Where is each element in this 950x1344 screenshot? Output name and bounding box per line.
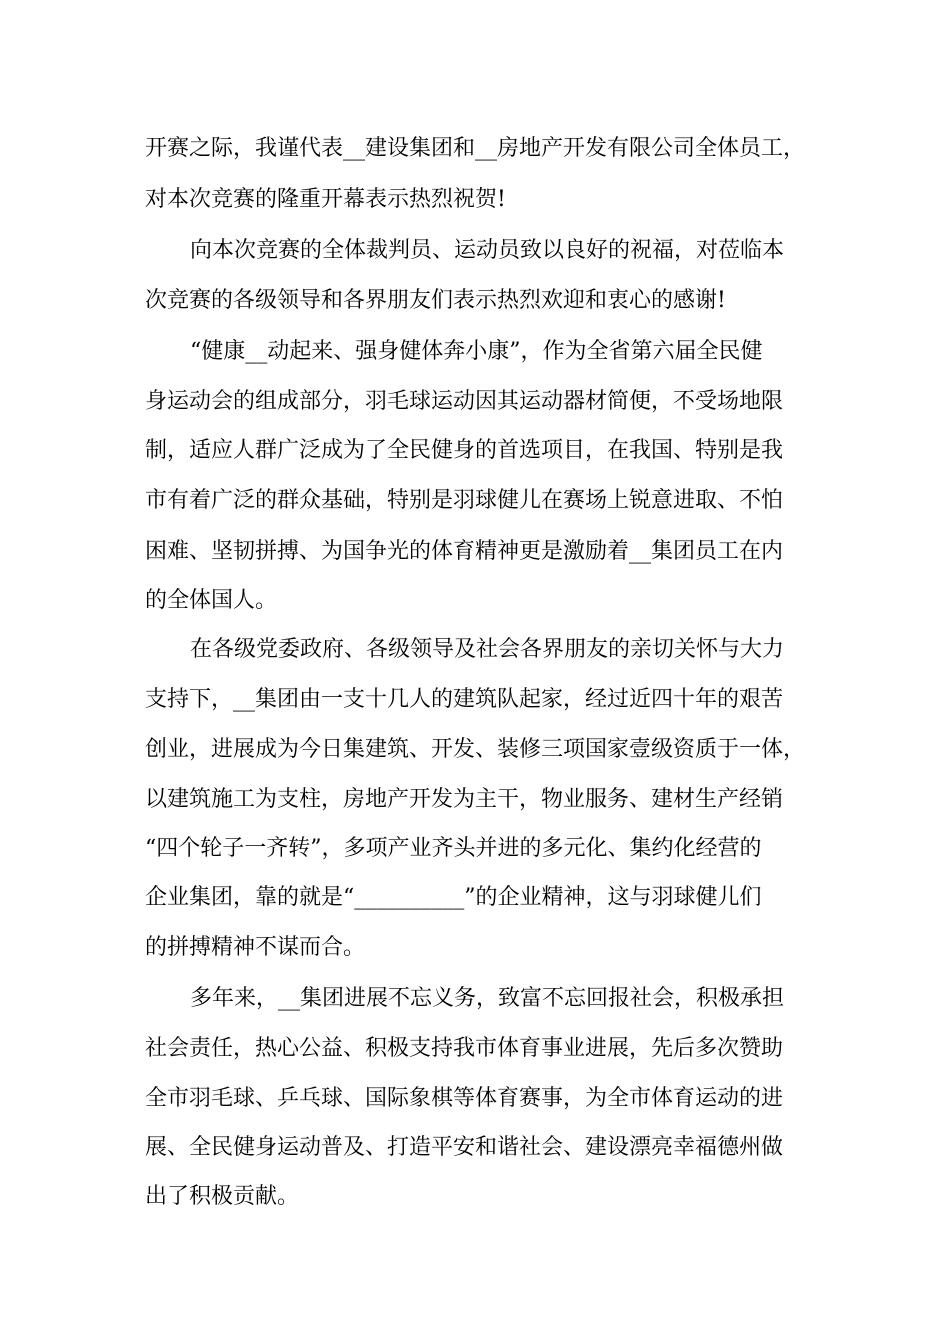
text-line: 市有着广泛的群众基础，特别是羽球健儿在赛场上锐意进取、不怕: [145, 488, 784, 513]
text-line: 对本次竞赛的隆重开幕表示热烈祝贺!: [145, 187, 506, 212]
text-line: 全市羽毛球、乒乓球、国际象棋等体育赛事，为全市体育运动的进: [145, 1086, 784, 1111]
text-line: 支持下，__集团由一支十几人的建筑队起家，经过近四十年的艰苦: [145, 687, 784, 712]
text-line: 制，适应人群广泛成为了全民健身的首选项目，在我国、特别是我: [145, 438, 784, 463]
text-line: 的全体国人。: [145, 588, 278, 613]
paragraph-first-line: 向本次竞赛的全体裁判员、运动员致以良好的祝福，对莅临本: [190, 238, 785, 263]
text-line: 社会责任，热心公益、积极支持我市体育事业进展，先后多次赞助: [145, 1036, 784, 1061]
text-line: 企业集团，靠的就是“__________”的企业精神，这与羽球健儿们: [145, 885, 762, 910]
text-line: 出了积极贡献。: [145, 1184, 300, 1209]
paragraph-first-line: “健康__动起来、强身健体奔小康”，作为全省第六届全民健: [190, 339, 763, 364]
text-line: 困难、坚韧拼搏、为国争光的体育精神更是激励着__集团员工在内: [145, 539, 784, 564]
paragraph-first-line: 多年来，__集团进展不忘义务，致富不忘回报社会，积极承担: [190, 986, 785, 1011]
paragraph-first-line: 在各级党委政府、各级领导及社会各界朋友的亲切关怀与大力: [190, 637, 785, 662]
text-line: 创业，进展成为今日集建筑、开发、装修三项国家壹级资质于一体，: [145, 737, 806, 762]
text-line: “四个轮子一齐转”，多项产业齐头并进的多元化、集约化经营的: [145, 836, 762, 861]
text-line: 的拼搏精神不谋而合。: [145, 935, 366, 960]
text-line: 以建筑施工为支柱，房地产开发为主干，物业服务、建材生产经销: [145, 787, 784, 812]
text-line: 次竞赛的各级领导和各界朋友们表示热烈欢迎和衷心的感谢!: [145, 288, 726, 313]
text-line: 身运动会的组成部分，羽毛球运动因其运动器材简便，不受场地限: [145, 389, 784, 414]
text-line: 开赛之际，我谨代表__建设集团和__房地产开发有限公司全体员工，: [145, 136, 806, 161]
text-line: 展、全民健身运动普及、打造平安和谐社会、建设漂亮幸福德州做: [145, 1135, 784, 1160]
